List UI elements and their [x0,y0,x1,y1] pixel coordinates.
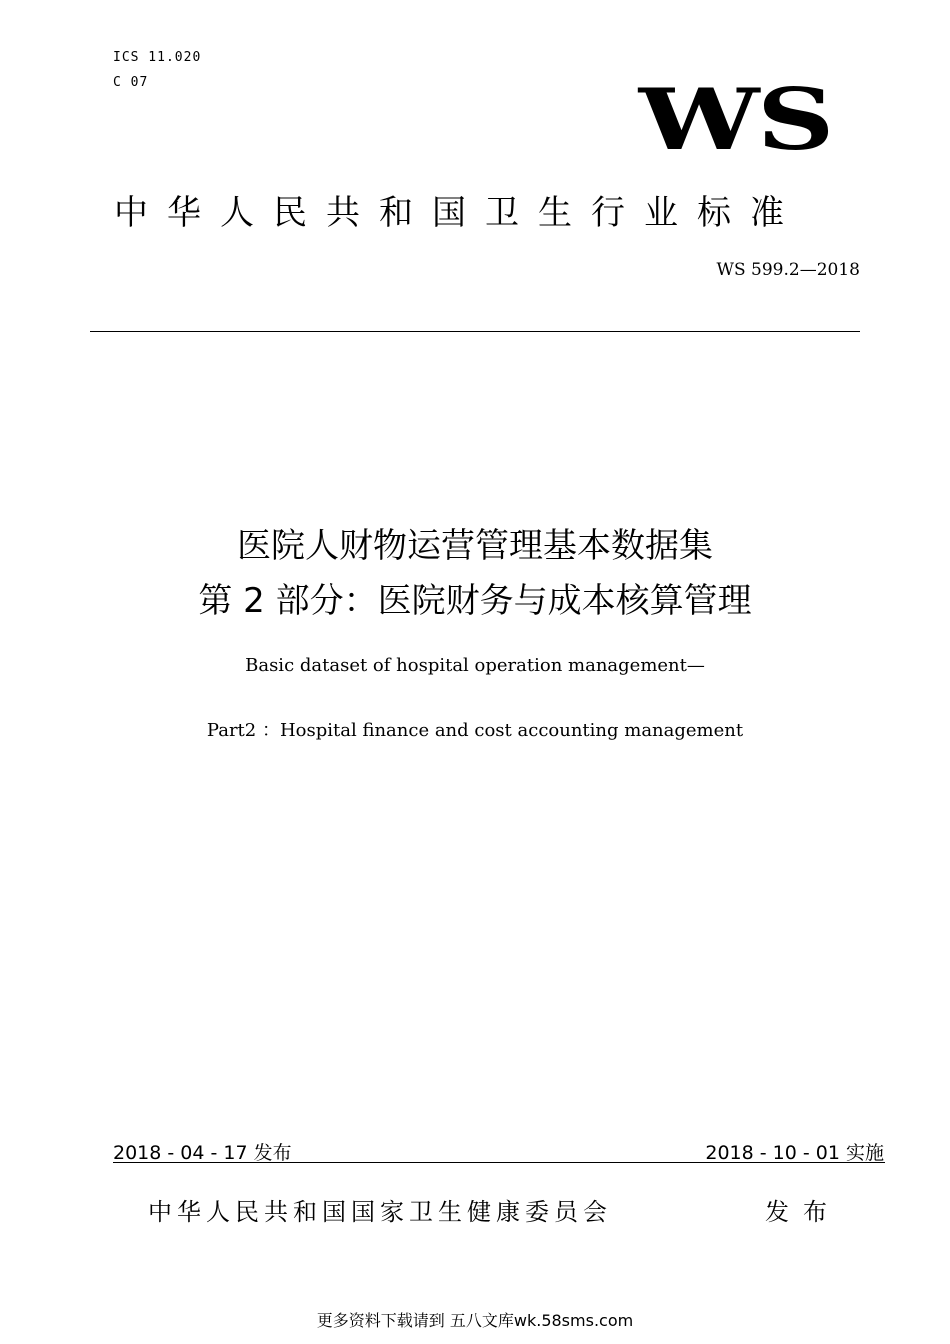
bottom-divider [113,1162,885,1163]
title-en-line2: Part2 ：Hospital finance and cost accounting management [206,720,744,741]
ws-logo: WS [638,70,832,169]
publish-date: 2018 - 04 - 17 发布 [113,1142,292,1164]
issuer-organization: 中华人民共和国国家卫生健康委员会 [148,1198,612,1226]
standard-number: WS 599.2—2018 [716,260,860,280]
title-en-line1: Basic dataset of hospital operation management— [245,655,705,676]
ccs-code: C 07 [113,75,149,90]
ics-code: ICS 11.020 [113,50,202,65]
top-divider [90,331,860,332]
implement-date: 2018 - 10 - 01 实施 [705,1142,884,1164]
footer-text: 更多资料下载请到 五八文库wk.58sms.com [316,1311,634,1330]
title-cn-line1: 医院人财物运营管理基本数据集 [237,526,713,566]
issuer-action: 发布 [765,1198,841,1226]
standard-category: 中华人民共和国卫生行业标准 [114,193,803,233]
title-cn-line2: 第 2 部分：医院财务与成本核算管理 [198,581,752,621]
